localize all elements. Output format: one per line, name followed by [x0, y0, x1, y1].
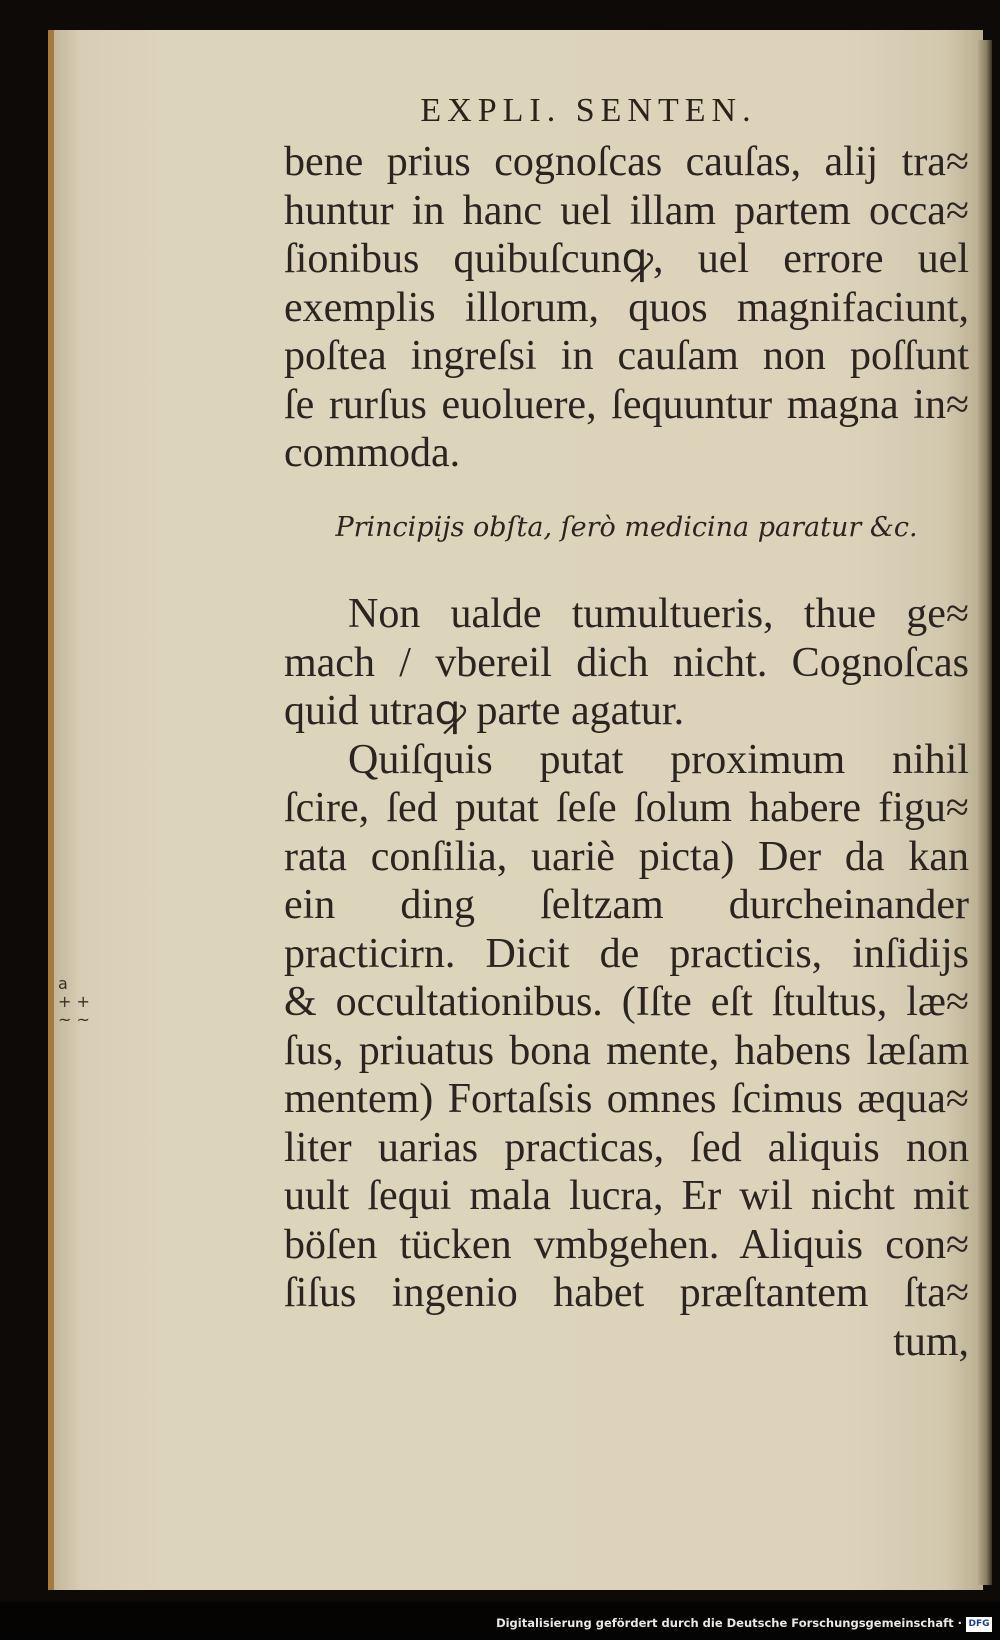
paragraph-1 [284, 138, 969, 478]
margin-mark: a [58, 974, 68, 993]
margin-mark: ~ ~ [58, 1010, 90, 1029]
text-line: ein ding ſeltzam durcheinander [284, 882, 969, 928]
paragraph-2 [284, 590, 969, 736]
text-line: ſus, priuatus bona mente, habens læſam [284, 1027, 969, 1074]
text-line: rata conſilia, uariè picta) Der da kan [284, 833, 969, 880]
text-line: poſtea ingreſsi in cauſam non poſſunt [284, 333, 969, 379]
text-line: liter uarias practicas, ſed aliquis non [284, 1124, 969, 1171]
text-line: uult ſequi mala lucra, Er wil nicht mit [284, 1173, 969, 1219]
catchword: tum, [893, 1318, 969, 1365]
text-line: practicirn. Dicit de practicis, inſidijs [284, 930, 969, 977]
text-line: Quiſquis putat proximum nihil [348, 736, 969, 783]
text-line: ſcire, ſed putat ſeſe ſolum habere figu≈ [284, 785, 969, 831]
text-line: commoda. [284, 430, 461, 476]
text-line: huntur in hanc uel illam partem occa≈ [284, 187, 969, 234]
running-head: EXPLI. SENTEN. [420, 92, 757, 129]
text-line: böſen tücken vmbgehen. Aliquis con≈ [284, 1221, 969, 1268]
paragraph-3 [284, 736, 969, 1318]
margin-marks [58, 975, 90, 1029]
margin-mark: + + [58, 992, 90, 1011]
text-line: ſe rurſus euoluere, ſequuntur magna in≈ [284, 381, 969, 428]
page-edge [978, 40, 992, 1585]
footer-credit: Digitalisierung gefördert durch die Deutsche Forschungsgemeinschaft · [496, 1616, 962, 1630]
text-line: ſiſus ingenio habet præſtantem ſta≈ [284, 1270, 969, 1316]
text-line: mentem) Fortaſsis omnes ſcimus æqua≈ [284, 1076, 969, 1122]
text-line: ſionibus quibuſcunꝙ, uel errore uel [284, 236, 969, 282]
text-line: & occultationibus. (Iſte eſt ſtultus, læ≈ [284, 979, 969, 1025]
page-body-text [284, 138, 969, 1366]
footer-bar [0, 1602, 1000, 1640]
text-line: mach / vbereil dich nicht. Cognoſcas [284, 639, 969, 686]
book-page [48, 30, 983, 1590]
text-line: Non ualde tumultueris, thue ge≈ [348, 591, 969, 637]
motto-line: Principijs obſta, ſerò medicina paratur &c. [335, 511, 918, 543]
dfg-logo-icon: DFG [966, 1617, 992, 1632]
text-line: quid utraꝙ parte agatur. [284, 688, 685, 734]
text-line: bene prius cognoſcas cauſas, alij tra≈ [284, 139, 969, 185]
text-line: exemplis illorum, quos magnifaciunt, [284, 284, 969, 331]
